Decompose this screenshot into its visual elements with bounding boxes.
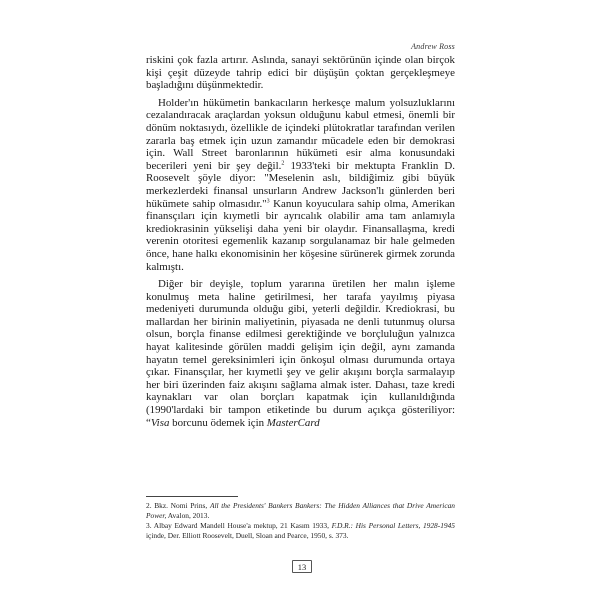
footnote-ref[interactable]: 3 xyxy=(266,197,270,204)
footnote xyxy=(146,521,455,540)
paragraph-text: Holder'ın hükümetin bankacıların herkesçe malum yolsuzluklarını cezalandıracak araçlardan yoksun olduğunu kabul etmesi, önemli bir dönüm noktasıydı, özellikle de içindeki plütokratlar tarafından verilen zararla baş etmek için uzun zamandır mücadele eden bir demokrasi için. Wall Street baronlarının hükümeti esir alma konusundaki becerileri yeni bir şey değil. xyxy=(146,96,455,172)
footnote-text: Bkz. Nomi Prins, xyxy=(151,501,210,510)
paragraph xyxy=(146,97,455,273)
paragraph-text: borcunu ödemek için xyxy=(169,416,267,429)
paragraph xyxy=(146,54,455,92)
footnote-title: All the Presidents' Bankers Bankers: The Hidden Alliances that Drive American Power, xyxy=(146,501,455,520)
footnote-text: Avalon, 2013. xyxy=(166,510,210,520)
footnote-text: içinde, Der. Elliott Roosevelt, Duell, Sloan and Pearce, 1950, s. 373. xyxy=(146,530,349,540)
body-text xyxy=(146,54,455,429)
footnote-title: F.D.R.: His Personal Letters, 1928-1945 xyxy=(331,521,455,531)
footnote-divider xyxy=(146,496,238,497)
paragraph-text: Diğer bir deyişle, toplum yararına üretilen her malın işleme konulmuş meta haline getirilmesi, her tarafa yayılmış piyasa medeniyeti durumunda olduğu gibi, yeterli değildir. Krediokrasi, bu mallardan her birinin maliyetinin, piyasada ne denli tutunmuş olursa olsun, borçla finanse edilmesi gerektiğinde ve borçluluğun yalnızca hayat kalitesinde görülen maddi gelişim için değil, aynı zamanda hayatın temel gereksinimleri için önkoşul olması durumunda ortaya çıkar. Finansçılar, her kıymetli şey ve gelir akışını borçla sarmalayıp her biri üzerinden faiz akışını sağlama almak ister. Dahası, taze kredi kaynakları var olan borçları kapatmak için kullanıldığında (1990'lardaki bir tampon etiketinde bu durum açıkça gösteriliyor: “ xyxy=(146,278,455,429)
running-head: Andrew Ross xyxy=(411,42,455,51)
footnote-number: 2. xyxy=(146,501,152,510)
italic-term: Visa xyxy=(150,416,170,429)
paragraph-text: Kanun koyuculara sahip olma, Amerikan finansçıları için kıymetli bir ayrıcalık olabilir ama tam anlamıyla krediokrasinin yükselişi daha yeni bir olaydır. Finansallaşma, kredi verenin otoritesi egemenlik kazanıp sorgulanamaz bir hale gelmeden önce, hane halkı ekonomisinin her köşesine sürünerek girmek zorunda kalmıştı. xyxy=(146,197,455,273)
footnote-text: Albay Edward Mandell House'a mektup, 21 Kasım 1933, xyxy=(151,521,332,531)
paragraph-text: 1933'teki bir mektupta Franklin D. Roosevelt şöyle diyor: "Meselenin aslı, bildiğimiz gibi büyük merkezlerdeki finansal unsurların Andrew Jackson'lı günlerden beri hükümete sahip olmasıdır." xyxy=(146,159,455,210)
italic-term: MasterCard xyxy=(266,416,320,429)
paragraph-text: riskini çok fazla artırır. Aslında, sanayi sektörünün içinde olan birçok kişi çeşit düzeyde tahrip edici bir düşüşün çoktan gerçekleşmeye başladığını düşünmektedir. xyxy=(146,54,455,92)
paragraph xyxy=(146,278,455,429)
footnote-ref[interactable]: 2 xyxy=(281,160,285,167)
footnotes xyxy=(146,496,455,541)
footnote xyxy=(146,501,455,520)
footnote-number: 3. xyxy=(146,521,152,531)
page-number: 13 xyxy=(292,560,312,573)
